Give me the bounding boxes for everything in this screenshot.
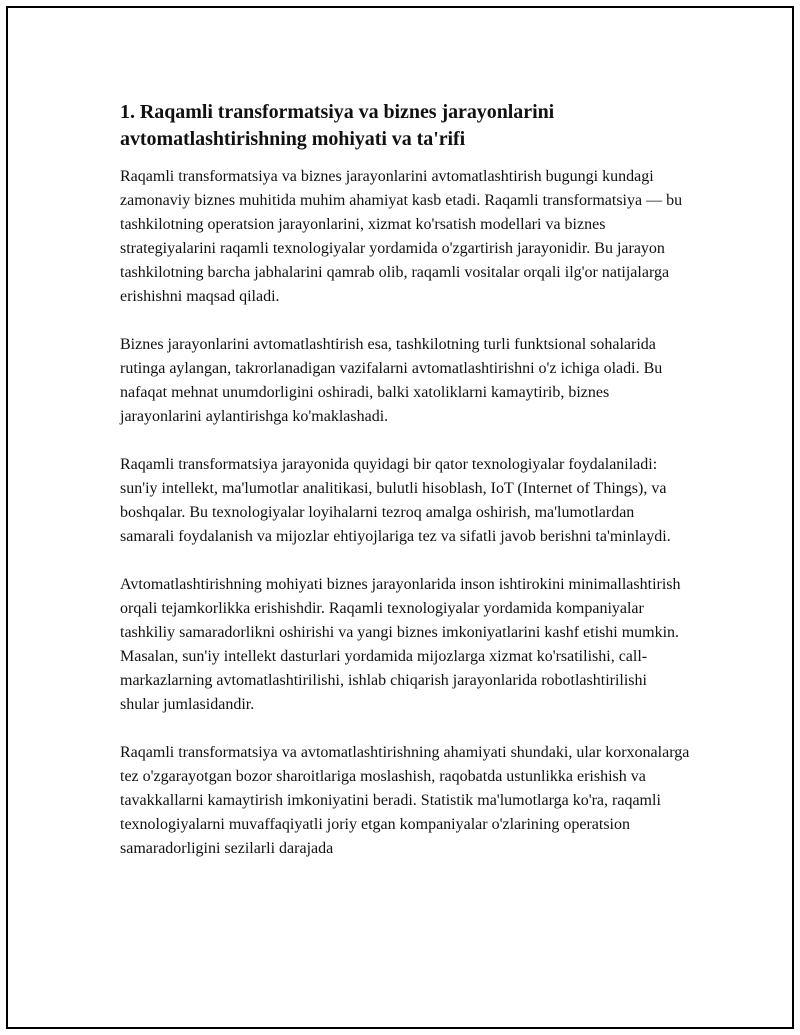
- section-heading: 1. Raqamli transformatsiya va biznes jarayonlarini avtomatlashtirishning mohiyati va ta'rifi: [120, 101, 555, 150]
- document-page: [6, 6, 794, 1029]
- paragraph-5: Raqamli transformatsiya va avtomatlashtirishning ahamiyati shundaki, ular korxonalarga tez o'zgarayotgan bozor sharoitlariga moslashish, raqobatda ustunlikka erishish va tavakkallarni kamaytirish imkoniyatini beradi. Statistik ma'lumotlarga ko'ra, raqamli texnologiyalarni muvaffaqiyatli joriy etgan kompaniyalar o'zlarining operatsion samaradorligini sezilarli darajada: [120, 744, 690, 857]
- paragraph-2: Biznes jarayonlarini avtomatlashtirish esa, tashkilotning turli funktsional sohalarida rutinga aylangan, takrorlanadigan vazifalarni avtomatlashtirishni o'z ichiga oladi. Bu nafaqat mehnat unumdorligini oshiradi, balki xatoliklarni kamaytirib, biznes jarayonlarini aylantirishga ko'maklashadi.: [120, 336, 663, 425]
- paragraph-1: Raqamli transformatsiya va biznes jarayonlarini avtomatlashtirish bugungi kundagi zamonaviy biznes muhitida muhim ahamiyat kasb etadi. Raqamli transformatsiya — bu tashkilotning operatsion jarayonlarini, xizmat ko'rsatish modellari va biznes strategiyalarini raqamli texnologiyalar yordamida o'zgartirish jarayonidir. Bu jarayon tashkilotning barcha jabhalarini qamrab olib, raqamli vositalar orqali ilg'or natijalarga erishishni maqsad qiladi.: [120, 168, 683, 305]
- document-body: [120, 99, 690, 885]
- paragraph-4: Avtomatlashtirishning mohiyati biznes jarayonlarida inson ishtirokini minimallashtirish orqali tejamkorlikka erishishdir. Raqamli texnologiyalar yordamida kompaniyalar tashkiliy samaradorlikni oshirishi va yangi biznes imkoniyatlarini kashf etishi mumkin. Masalan, sun'iy intellekt dasturlari yordamida mijozlarga xizmat ko'rsatilishi, call-markazlarning avtomatlashtirilishi, ishlab chiqarish jarayonlarida robotlashtirilishi shular jumlasidandir.: [120, 576, 681, 713]
- paragraph-3: Raqamli transformatsiya jarayonida quyidagi bir qator texnologiyalar foydalaniladi: sun'iy intellekt, ma'lumotlar analitikasi, bulutli hisoblash, IoT (Internet of Things), va boshqalar. Bu texnologiyalar loyihalarni tezroq amalga oshirish, ma'lumotlardan samarali foydalanish va mijozlar ehtiyojlariga tez va sifatli javob berishni ta'minlaydi.: [120, 456, 671, 545]
